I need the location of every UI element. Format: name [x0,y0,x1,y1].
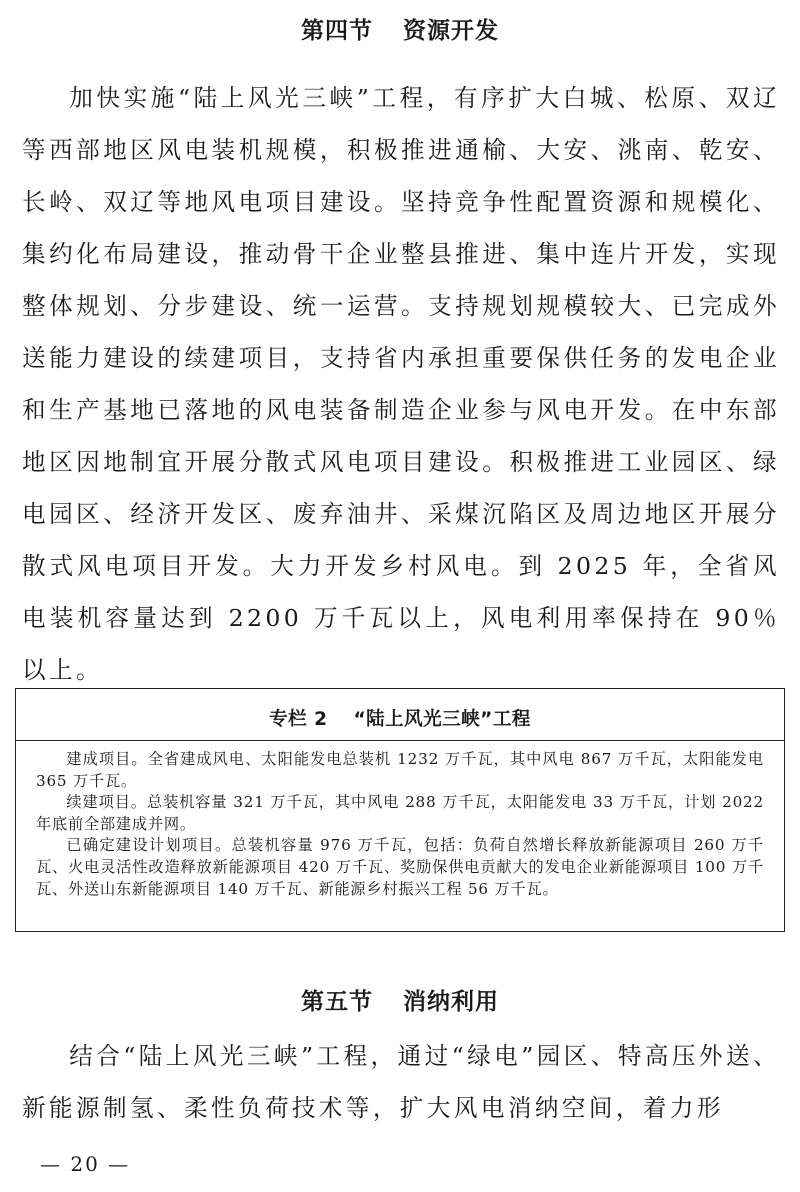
column-item-continuing: 续建项目。总装机容量 321 万千瓦，其中风电 288 万千瓦，太阳能发电 33 万千瓦，计划 2022 年底前全部建成并网。 [36,793,764,833]
section-5-heading [0,983,800,1016]
section-5-name: 消纳利用 [403,989,499,1015]
column-box-number: 专栏 2 [269,709,328,730]
page-number: — 20 — [40,1152,131,1176]
column-item-planned: 已确定建设计划项目。总装机容量 976 万千瓦，包括：负荷自然增长释放新能源项目 260 万千瓦、火电灵活性改造释放新能源项目 420 万千瓦、奖励保供电贡献大的发电企业新能源项目 100 万千瓦、外送山东新能源项目 140 万千瓦、新能源乡村振兴工程 56 万千瓦。 [36,836,764,898]
column-box-title [16,689,784,741]
section-4-name: 资源开发 [403,18,499,44]
section-4-number: 第四节 [301,18,373,44]
section-4-heading [0,12,800,45]
column-item-completed: 建成项目。全省建成风电、太阳能发电总装机 1232 万千瓦，其中风电 867 万千瓦，太阳能发电 365 万千瓦。 [36,750,764,790]
column-box-body [16,741,784,900]
section-4-paragraph: 加快实施“陆上风光三峡”工程，有序扩大白城、松原、双辽等西部地区风电装机规模，积极推进通榆、大安、洮南、乾安、长岭、双辽等地风电项目建设。坚持竞争性配置资源和规模化、集约化布局建设，推动骨干企业整县推进、集中连片开发，实现整体规划、分步建设、统一运营。支持规划规模较大、已完成外送能力建设的续建项目，支持省内承担重要保供任务的发电企业和生产基地已落地的风电装备制造企业参与风电开发。在中东部地区因地制宜开展分散式风电项目建设。积极推进工业园区、绿电园区、经济开发区、废弃油井、采煤沉陷区及周边地区开展分散式风电项目开发。大力开发乡村风电。到 2025 年，全省风电装机容量达到 2200 万千瓦以上，风电利用率保持在 90％以上。 [22,84,780,684]
section-5-paragraph: 结合“陆上风光三峡”工程，通过“绿电”园区、特高压外送、新能源制氢、柔性负荷技术等，扩大风电消纳空间，着力形 [22,1042,780,1122]
section-5-number: 第五节 [301,989,373,1015]
column-box [15,688,785,932]
column-box-heading: “陆上风光三峡”工程 [353,709,531,730]
